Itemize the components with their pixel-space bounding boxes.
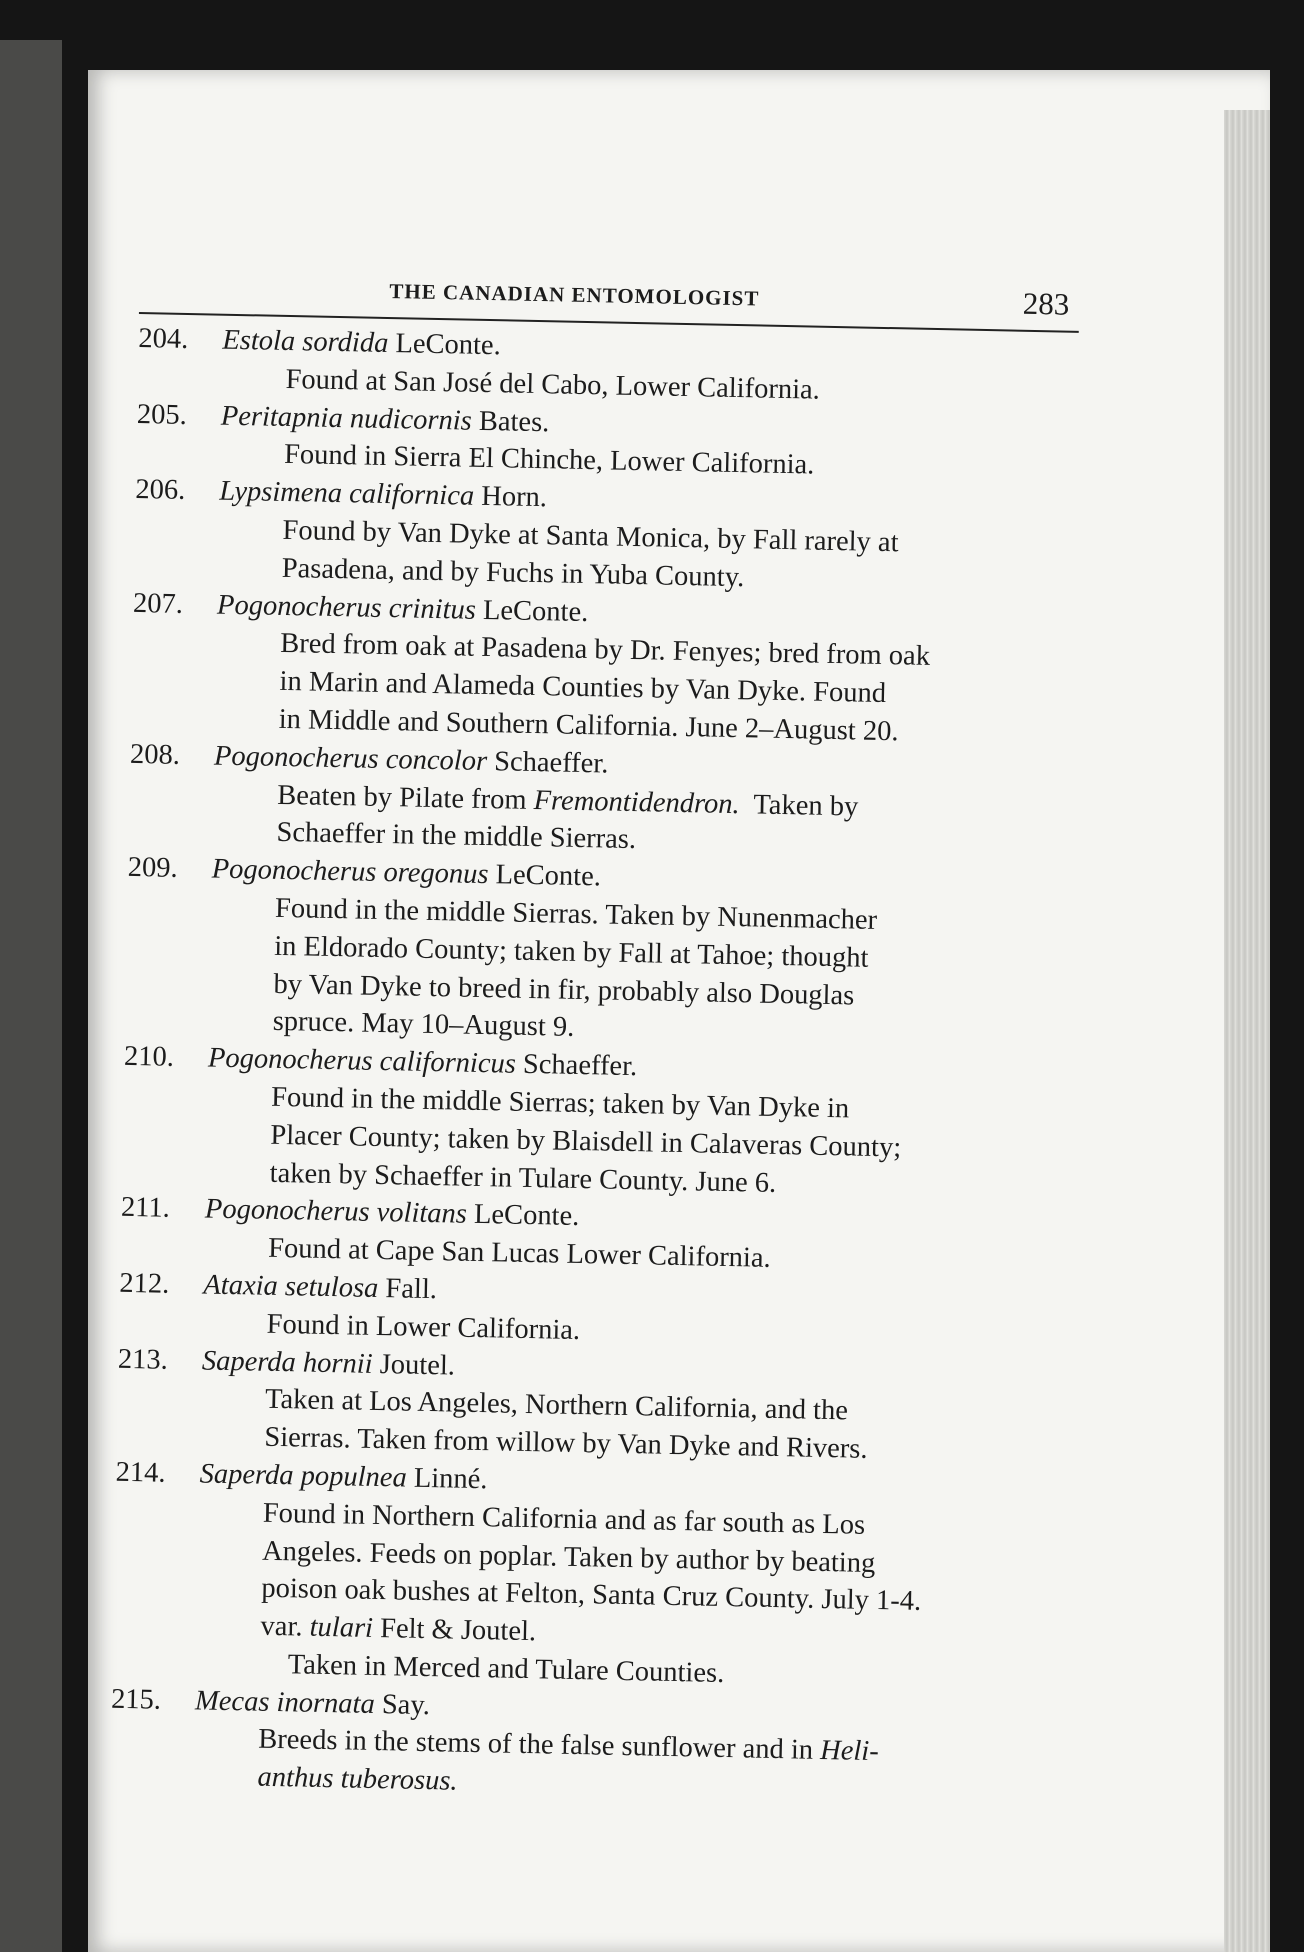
entry-description: Beaten by Pilate from Fremontidendron. Taken by xyxy=(276,779,859,823)
entry-number: 211. xyxy=(120,1192,171,1225)
plant-name: Fremontidendron. xyxy=(533,784,741,820)
entry-description: Found in Sierra El Chinche, Lower California. xyxy=(283,439,815,481)
entry-description: Found in Lower California. xyxy=(266,1308,581,1346)
entry-number: 214. xyxy=(115,1456,166,1489)
species-author: Schaeffer. xyxy=(486,745,609,780)
entry-description: Found at San José del Cabo, Lower California. xyxy=(285,363,821,406)
entry-description: spruce. May 10–August 9. xyxy=(272,1006,575,1044)
entry-number: 206. xyxy=(135,474,186,507)
entry-214 xyxy=(111,1454,1055,1700)
entry-description: Bred from oak at Pasadena by Dr. Fenyes; bred from oak xyxy=(280,628,931,673)
species-author: LeConte. xyxy=(475,594,589,628)
entry-description: Schaeffer in the middle Sierras. xyxy=(276,817,637,856)
variety-name: tulari xyxy=(309,1611,374,1645)
species-name: Estola sordida xyxy=(222,324,389,359)
page-edge xyxy=(1224,110,1270,1952)
page-number: 283 xyxy=(1022,285,1070,322)
entry-208 xyxy=(128,736,1070,868)
entry-209 xyxy=(124,849,1068,1057)
entry-description: Found in the middle Sierras; taken by Van Dyke in xyxy=(270,1081,850,1125)
species-name: Saperda populnea xyxy=(199,1458,408,1494)
species-name: Pogonocherus concolor xyxy=(213,740,488,777)
species-author: Horn. xyxy=(473,480,548,514)
species-author: LeConte. xyxy=(488,859,602,893)
species-name: Pogonocherus californicus xyxy=(207,1042,517,1080)
entry-description: Sierras. Taken from willow by Van Dyke and Rivers. xyxy=(264,1421,868,1465)
species-name: Mecas inornata xyxy=(194,1685,376,1720)
species-name: Pogonocherus volitans xyxy=(204,1193,468,1231)
entry-description: taken by Schaeffer in Tulare County. June 6. xyxy=(269,1157,777,1199)
entry-215 xyxy=(109,1680,1051,1812)
species-author: LeConte. xyxy=(466,1199,580,1233)
plant-name: anthus tuberosus. xyxy=(257,1761,458,1797)
entry-description: in Eldorado County; taken by Fall at Tahoe; thought xyxy=(273,930,869,974)
entry-number: 207. xyxy=(132,587,184,620)
species-name: Pogonocherus oregonus xyxy=(211,853,489,891)
entry-description: Placer County; taken by Blaisdell in Calaveras County; xyxy=(270,1119,902,1164)
species-name: Ataxia setulosa xyxy=(203,1269,379,1304)
entry-213 xyxy=(116,1340,1058,1472)
entry-description: Breeds in the stems of the false sunflower and in Heli- xyxy=(258,1724,880,1768)
entry-207 xyxy=(130,585,1073,755)
page-text xyxy=(109,260,1080,1813)
entry-number: 204. xyxy=(138,322,189,355)
entry-description: Found in Northern California and as far south as Los xyxy=(262,1497,866,1541)
variety-author: Felt & Joutel. xyxy=(372,1613,537,1648)
species-author: Say. xyxy=(374,1688,431,1721)
entry-210 xyxy=(121,1038,1064,1208)
entry-number: 205. xyxy=(136,398,188,431)
entry-description: Taken at Los Angeles, Northern California, and the xyxy=(264,1384,849,1427)
entry-number: 212. xyxy=(119,1267,170,1300)
variety-line: var. tulari Felt & Joutel. xyxy=(260,1610,537,1648)
entry-description: Found in the middle Sierras. Taken by Nunenmacher xyxy=(274,892,878,936)
variety-description: Taken in Merced and Tulare Counties. xyxy=(287,1649,725,1689)
species-name: Saperda hornii xyxy=(201,1344,373,1380)
entry-206 xyxy=(133,471,1075,603)
running-head: THE CANADIAN ENTOMOLOGIST xyxy=(389,279,760,311)
entry-description: in Middle and Southern California. June 2–August 20. xyxy=(278,703,899,748)
entry-number: 209. xyxy=(127,852,178,885)
species-name: Peritapnia nudicornis xyxy=(220,400,473,437)
entry-description: Pasadena, and by Fuchs in Yuba County. xyxy=(281,552,745,593)
species-name: Pogonocherus crinitus xyxy=(216,589,477,626)
entry-description: Found at Cape San Lucas Lower California. xyxy=(267,1232,771,1274)
entry-description: by Van Dyke to breed in fir, probably also Douglas xyxy=(273,968,855,1012)
plant-name: Heli- xyxy=(819,1735,880,1768)
entry-description: Found by Van Dyke at Santa Monica, by Fall rarely at xyxy=(282,514,899,559)
species-author: Fall. xyxy=(378,1272,438,1306)
facing-page-edge xyxy=(0,40,62,1952)
species-author: LeConte. xyxy=(388,328,502,362)
entry-description: in Marin and Alameda Counties by Van Dyke. Found xyxy=(279,666,887,710)
entry-description: Angeles. Feeds on poplar. Taken by author by beating xyxy=(261,1535,876,1579)
species-author: Schaeffer. xyxy=(515,1048,638,1083)
entry-number: 208. xyxy=(129,738,181,771)
entry-number: 215. xyxy=(110,1683,162,1716)
species-author: Bates. xyxy=(471,405,550,438)
species-author: Linné. xyxy=(406,1462,488,1496)
entry-number: 213. xyxy=(117,1343,169,1376)
entry-number: 210. xyxy=(123,1040,175,1073)
entry-description: poison oak bushes at Felton, Santa Cruz County. July 1-4. xyxy=(261,1573,922,1618)
species-author: Joutel. xyxy=(372,1348,456,1382)
species-name: Lypsimena californica xyxy=(219,475,475,512)
